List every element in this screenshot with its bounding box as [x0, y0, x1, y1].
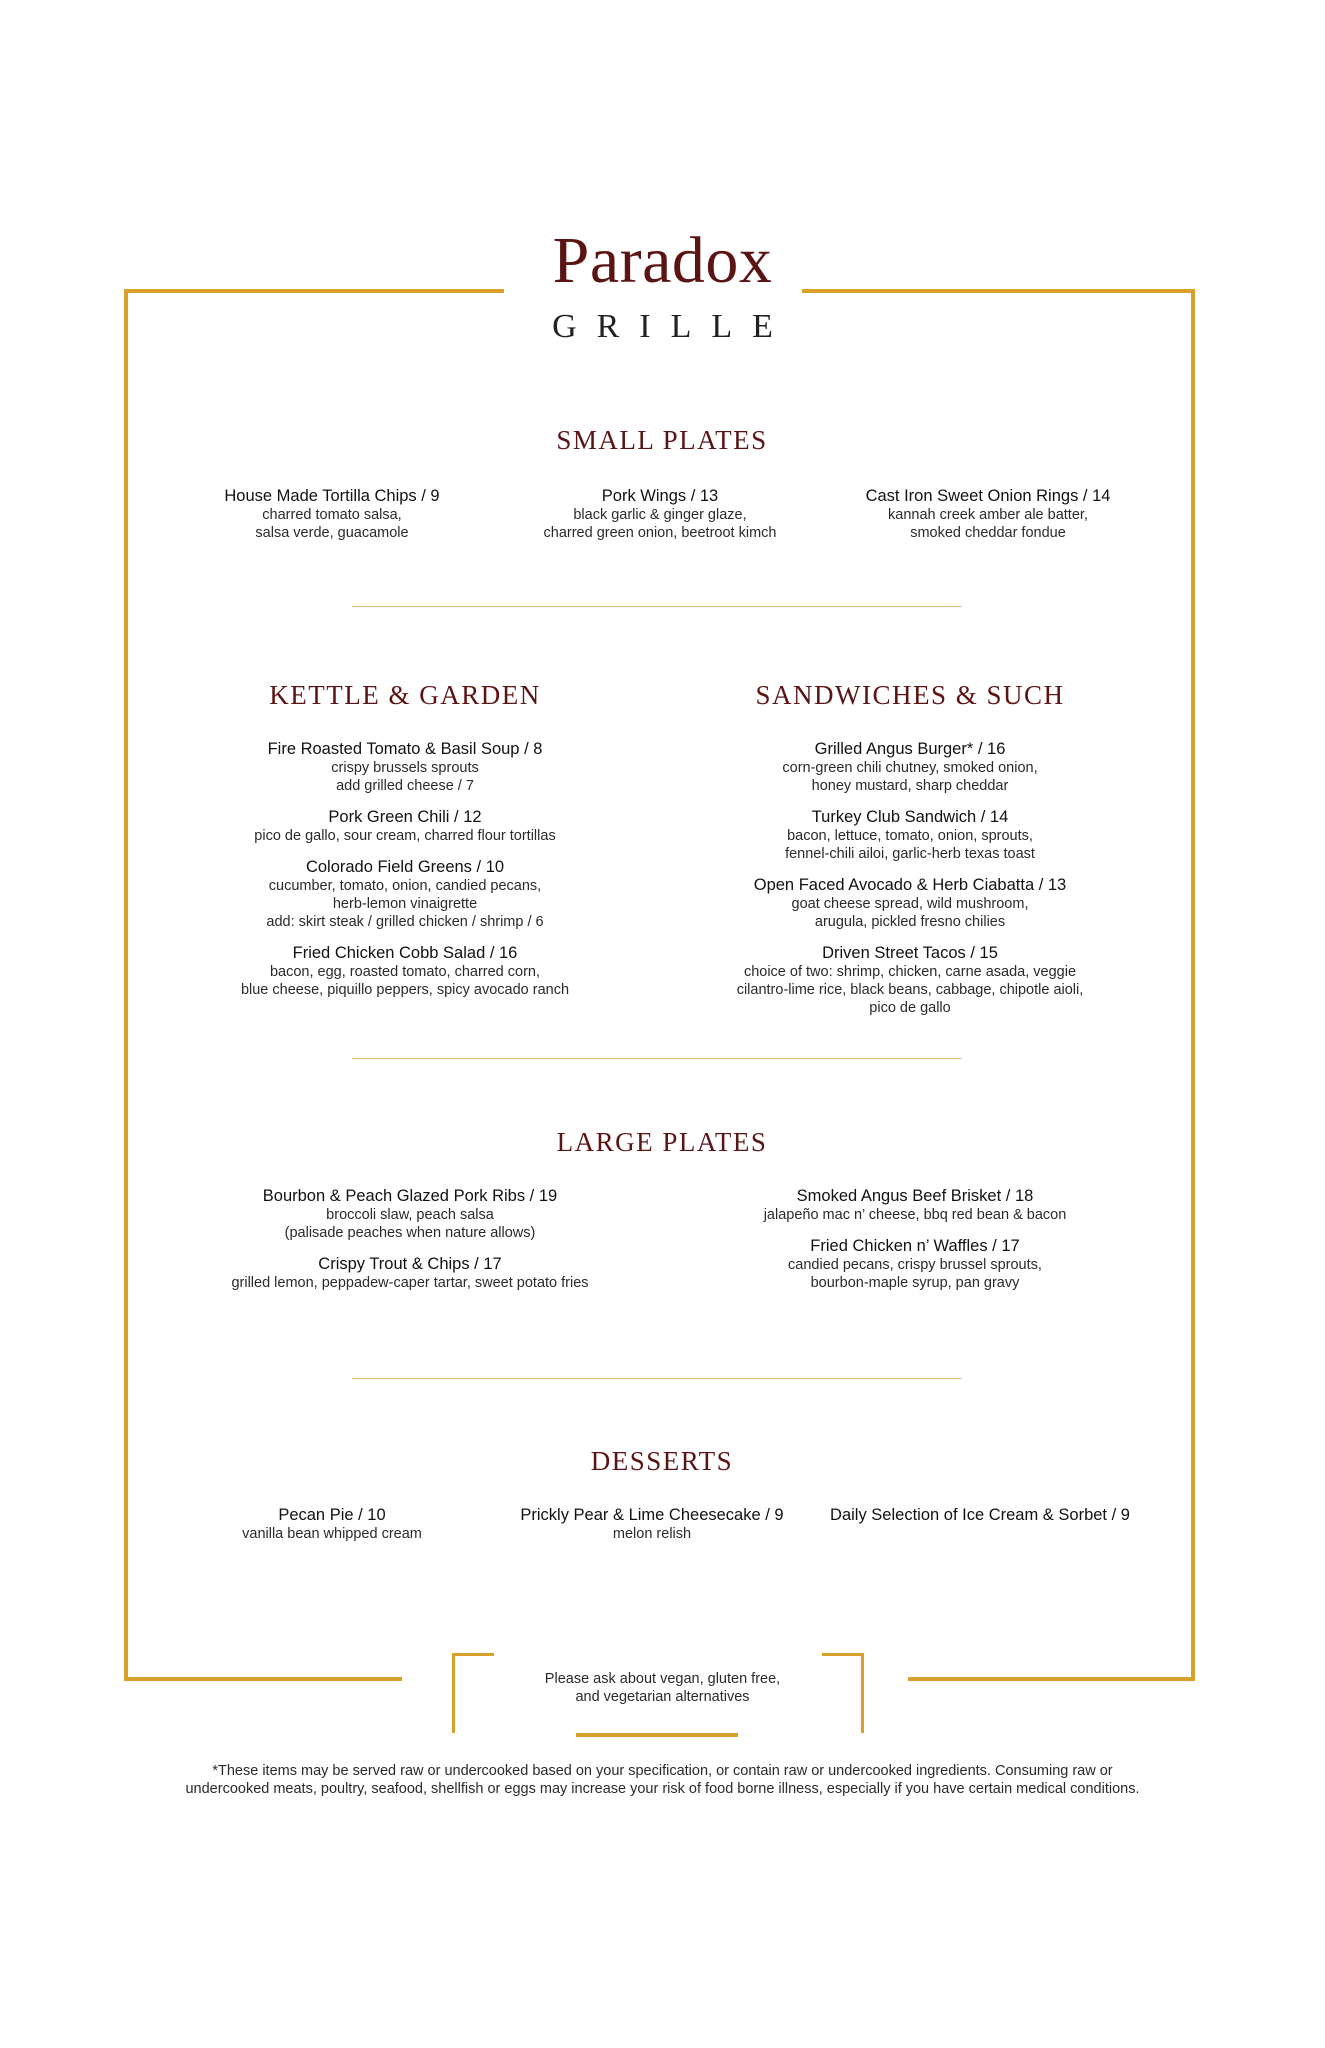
item-desc: pico de gallo — [869, 1000, 951, 1016]
item-desc: jalapeño mac n’ cheese, bbq red bean & bacon — [763, 1207, 1067, 1223]
divider-1 — [352, 606, 962, 607]
kettle-garden-col — [205, 740, 605, 1012]
item-title: Turkey Club Sandwich / 14 — [811, 808, 1009, 826]
item-title: Pecan Pie / 10 — [278, 1506, 386, 1524]
heading-kettle-garden: KETTLE & GARDEN — [269, 680, 541, 710]
item-desc: black garlic & ginger glaze, — [573, 507, 747, 523]
item-title: Cast Iron Sweet Onion Rings / 14 — [865, 487, 1111, 505]
menu-item — [710, 944, 1110, 1017]
menu-item — [182, 487, 482, 542]
menu-item — [205, 944, 605, 999]
item-desc: crispy brussels sprouts — [331, 760, 479, 776]
frame-bottom-right — [908, 1677, 1195, 1681]
menu-item — [510, 487, 810, 542]
item-desc: choice of two: shrimp, chicken, carne asada, veggie — [743, 964, 1077, 980]
item-title: Smoked Angus Beef Brisket / 18 — [796, 1187, 1034, 1205]
large-plates-col-left — [205, 1187, 615, 1305]
menu-item — [205, 1187, 615, 1242]
item-desc: grilled lemon, peppadew-caper tartar, sweet potato fries — [231, 1275, 589, 1291]
item-desc: goat cheese spread, wild mushroom, — [791, 896, 1029, 912]
item-title: Pork Green Chili / 12 — [328, 808, 482, 826]
desserts-col-2 — [502, 1506, 802, 1556]
item-title: House Made Tortilla Chips / 9 — [224, 487, 440, 505]
sandwiches-col — [710, 740, 1110, 1030]
disclaimer-line: undercooked meats, poultry, seafood, shellfish or eggs may increase your risk of food borne illness, especially if you have certain medical conditions. — [185, 1781, 1140, 1797]
disclaimer-line: *These items may be served raw or undercooked based on your specification, or contain raw or undercooked ingredients. Consuming raw or — [212, 1763, 1113, 1779]
item-desc: honey mustard, sharp cheddar — [811, 778, 1009, 794]
menu-item — [838, 487, 1138, 542]
note-line: Please ask about vegan, gluten free, — [544, 1671, 781, 1687]
small-plates-col-3 — [838, 487, 1138, 555]
item-title: Open Faced Avocado & Herb Ciabatta / 13 — [753, 876, 1067, 894]
note-underline — [576, 1733, 738, 1737]
item-desc: cucumber, tomato, onion, candied pecans, — [268, 878, 542, 894]
item-desc: charred green onion, beetroot kimch — [543, 525, 777, 541]
menu-item — [815, 1506, 1145, 1525]
item-desc: cilantro-lime rice, black beans, cabbage, chipotle aioli, — [736, 982, 1084, 998]
menu-item — [205, 858, 605, 931]
small-plates-col-1 — [182, 487, 482, 555]
divider-3 — [352, 1378, 962, 1379]
heading-large-plates: LARGE PLATES — [556, 1127, 768, 1157]
item-title: Fried Chicken Cobb Salad / 16 — [292, 944, 518, 962]
heading-sandwiches: SANDWICHES & SUCH — [755, 680, 1065, 710]
item-desc: (palisade peaches when nature allows) — [284, 1225, 536, 1241]
item-title: Fire Roasted Tomato & Basil Soup / 8 — [267, 740, 543, 758]
note-bracket-right-top — [822, 1653, 864, 1656]
frame-bottom-left — [124, 1677, 402, 1681]
item-desc: kannah creek amber ale batter, — [888, 507, 1088, 523]
menu-item — [182, 1506, 482, 1543]
brand-sub: GRILLE — [552, 308, 793, 345]
menu-item — [710, 1187, 1120, 1224]
heading-small-plates: SMALL PLATES — [556, 425, 768, 455]
note-line: and vegetarian alternatives — [575, 1689, 750, 1705]
item-title: Driven Street Tacos / 15 — [822, 944, 998, 962]
desserts-col-3 — [815, 1506, 1145, 1538]
item-desc: add grilled cheese / 7 — [336, 778, 474, 794]
item-desc: bacon, egg, roasted tomato, charred corn, — [269, 964, 541, 980]
item-desc: fennel-chili ailoi, garlic-herb texas toast — [785, 846, 1035, 862]
item-desc: bacon, lettuce, tomato, onion, sprouts, — [787, 828, 1033, 844]
item-desc: corn-green chili chutney, smoked onion, — [782, 760, 1038, 776]
menu-item — [710, 1237, 1120, 1292]
item-desc: salsa verde, guacamole — [255, 525, 409, 541]
item-title: Colorado Field Greens / 10 — [305, 858, 505, 876]
item-title: Prickly Pear & Lime Cheesecake / 9 — [520, 1506, 784, 1524]
item-desc: arugula, pickled fresno chilies — [814, 914, 1006, 930]
item-desc: broccoli slaw, peach salsa — [326, 1207, 494, 1223]
item-desc: herb-lemon vinaigrette — [332, 896, 478, 912]
menu-item — [710, 808, 1110, 863]
dietary-note — [490, 1670, 835, 1706]
item-title: Pork Wings / 13 — [601, 487, 719, 505]
frame-left — [124, 289, 128, 1681]
divider-2 — [352, 1058, 962, 1059]
item-title: Crispy Trout & Chips / 17 — [318, 1255, 502, 1273]
menu-item — [710, 740, 1110, 795]
heading-desserts: DESSERTS — [590, 1446, 734, 1476]
item-desc: vanilla bean whipped cream — [242, 1526, 422, 1542]
small-plates-col-2 — [510, 487, 810, 555]
note-bracket-left-side — [452, 1653, 455, 1733]
menu-item — [205, 740, 605, 795]
item-desc: bourbon-maple syrup, pan gravy — [810, 1275, 1020, 1291]
large-plates-col-right — [710, 1187, 1120, 1305]
item-desc: charred tomato salsa, — [262, 507, 402, 523]
item-desc: add: skirt steak / grilled chicken / shrimp / 6 — [266, 914, 544, 930]
disclaimer — [120, 1762, 1205, 1798]
item-desc: pico de gallo, sour cream, charred flour tortillas — [254, 828, 556, 844]
item-title: Grilled Angus Burger* / 16 — [814, 740, 1006, 758]
note-bracket-left-top — [452, 1653, 494, 1656]
item-title: Daily Selection of Ice Cream & Sorbet / 9 — [830, 1506, 1130, 1524]
desserts-col-1 — [182, 1506, 482, 1556]
item-desc: blue cheese, piquillo peppers, spicy avocado ranch — [240, 982, 570, 998]
item-desc: candied pecans, crispy brussel sprouts, — [788, 1257, 1042, 1273]
brand-logo — [0, 224, 1325, 346]
frame-right — [1191, 289, 1195, 1681]
menu-item — [710, 876, 1110, 931]
menu-item — [205, 808, 605, 845]
note-bracket-right-side — [861, 1653, 864, 1733]
menu-item — [205, 1255, 615, 1292]
item-desc: melon relish — [612, 1526, 692, 1542]
item-desc: smoked cheddar fondue — [910, 525, 1066, 541]
item-title: Fried Chicken n’ Waffles / 17 — [810, 1237, 1020, 1255]
brand-name: Paradox — [552, 224, 773, 297]
menu-item — [502, 1506, 802, 1543]
item-title: Bourbon & Peach Glazed Pork Ribs / 19 — [262, 1187, 558, 1205]
